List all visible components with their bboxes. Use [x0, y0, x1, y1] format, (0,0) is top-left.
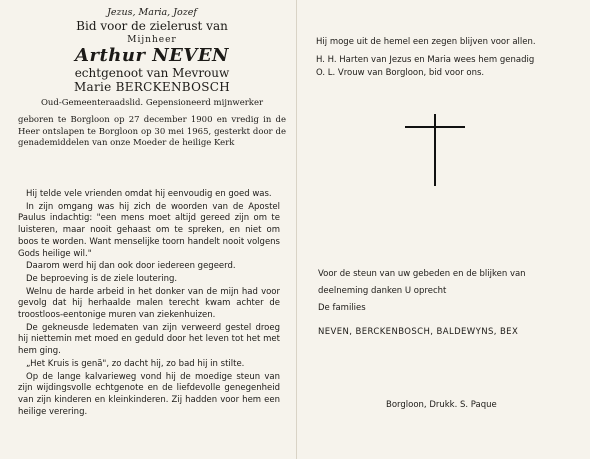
printer-credit: Borgloon, Drukk. S. Paque	[386, 400, 497, 410]
spouse-line: echtgenoot van Mevrouw	[74, 66, 230, 80]
biography	[18, 189, 280, 419]
bio-paragraph: Op de lange kalvarieweg vond hij de moedige steun van zijn wijdingsvolle echtgenote en de liefdevolle genegenheid van zijn kinderen en kleinkinderen. Zij hadden voor hem een heilige verering.	[18, 371, 280, 417]
bio-paragraph: Welnu de harde arbeid in het donker van de mijn had voor gevolg dat hij herhaalde malen terecht kwam achter de troostloos-eentonige muren van ziekenhuizen.	[18, 286, 280, 321]
fold-line	[296, 0, 297, 459]
bio-paragraph: De beproeving is de ziele loutering.	[26, 273, 178, 284]
thanks-line-1: Voor de steun van uw gebeden en de blijken van	[318, 269, 526, 279]
thanks-line-3: De families	[318, 303, 366, 313]
thanks-text	[318, 266, 580, 317]
cross-icon	[405, 114, 465, 186]
prayer-request: Bid voor de zielerust van	[76, 19, 228, 33]
bio-paragraph: In zijn omgang was hij zich de woorden van de Apostel Paulus indachtig: "een mens moet altijd gereed zijn om te luisteren, maar nooit gehaast om te spreken, en niet om boos te worden. Want menselijke toorn handelt nooit volgens Gods heilige wil."	[18, 201, 280, 259]
bio-paragraph: „Het Kruis is genã", zo dacht hij, zo bad hij in stilte.	[26, 358, 245, 369]
blessing-line: Hij moge uit de hemel een zegen blijven voor allen.	[316, 37, 536, 47]
invocation-line-1: H. H. Harten van Jezus en Maria wees hem genadig	[316, 55, 535, 65]
left-panel	[18, 6, 286, 150]
honorific: Mijnheer	[127, 35, 177, 45]
birth-death-dates: geboren te Borgloon op 27 december 1900 en vredig in de Heer ontslapen te Borgloon op 30 mei 1965, gesterkt door de genademiddelen van onze Moeder de heilige Kerk	[18, 115, 286, 148]
function-line: Oud-Gemeenteraadslid. Gepensioneerd mijnwerker	[40, 98, 264, 108]
bio-paragraph: De gekneusde ledematen van zijn verweerd gestel droeg hij niettemin met moed en geduld door het leven tot het met hem ging.	[18, 322, 280, 357]
invocation-line-2: O. L. Vrouw van Borgloon, bid voor ons.	[316, 68, 485, 78]
thanks-line-2: deelneming danken U oprecht	[318, 286, 447, 296]
family-names: NEVEN, BERCKENBOSCH, BALDEWYNS, BEX	[318, 327, 519, 337]
bio-paragraph: Daarom werd hij dan ook door iedereen gegeerd.	[26, 261, 236, 272]
bio-paragraph: Hij telde vele vrienden omdat hij eenvoudig en goed was.	[26, 189, 272, 199]
spouse-name: Marie BERCKENBOSCH	[73, 80, 231, 94]
invocation: Jezus, Maria, Jozef	[107, 7, 197, 18]
deceased-name: Arthur NEVEN	[75, 45, 229, 66]
